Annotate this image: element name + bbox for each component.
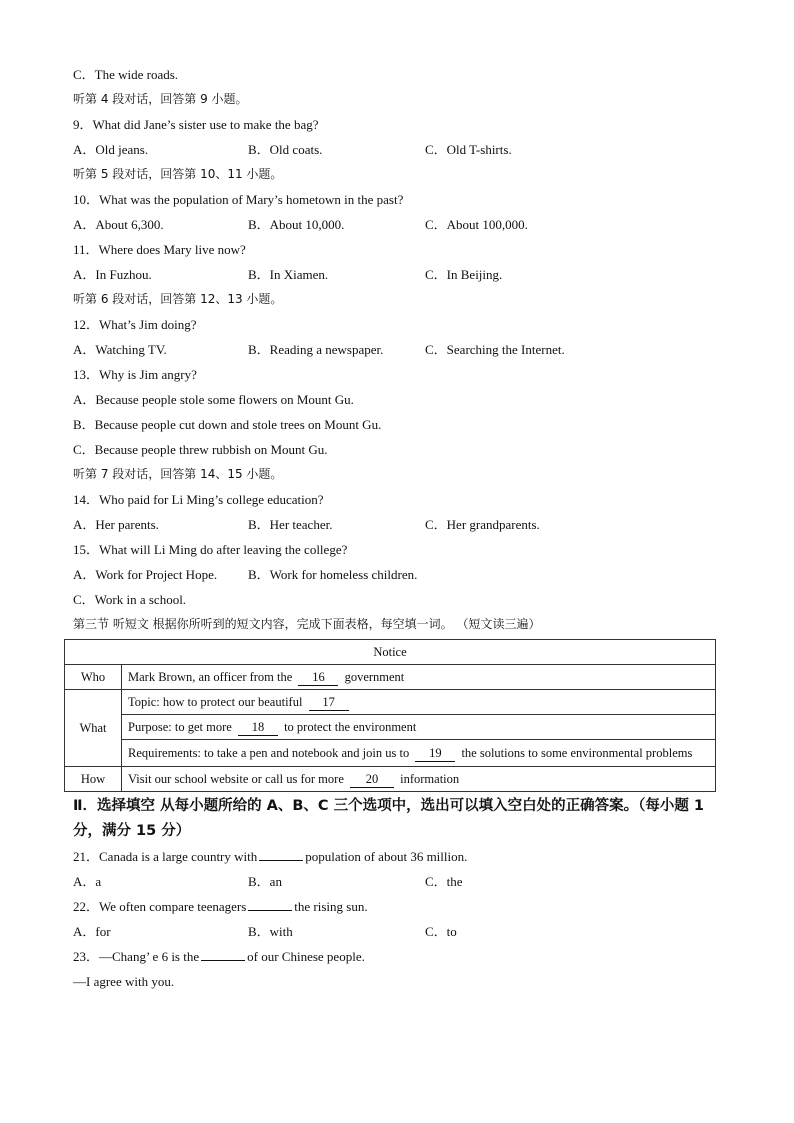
option-a: A．for	[73, 924, 111, 939]
question-12: 12．What’s Jim doing?	[73, 317, 197, 332]
option-a: A．Her parents.	[73, 517, 159, 532]
option-a: A．Old jeans.	[73, 142, 149, 157]
option-c: C．About 100,000.	[425, 217, 528, 232]
option-b: B．Old coats.	[248, 142, 323, 157]
option-c: C．Work in a school.	[73, 592, 187, 607]
question-9: 9．What did Jane’s sister use to make the bag?	[73, 117, 319, 132]
options-15	[73, 562, 723, 587]
blank-18: 18	[238, 719, 278, 736]
option-a: A．Work for Project Hope.	[73, 567, 218, 582]
requirements-cell: Requirements: to take a pen and notebook and join us to 19 the solutions to some environmental problems	[122, 740, 716, 767]
section-3-title: 第三节 听短文 根据你所听到的短文内容，完成下面表格，每空填一词。 （短文读三遍）	[73, 617, 541, 631]
option-c: C．to	[425, 924, 457, 939]
dialogue-reply: —I agree with you.	[73, 974, 175, 989]
option-b: B．with	[248, 924, 293, 939]
section-instruction: 听第 4 段对话，回答第 9 小题。	[73, 92, 248, 106]
question-21: 21．Canada is a large country with population of about 36 million.	[73, 849, 468, 864]
section-instruction: 听第 5 段对话，回答第 10、11 小题。	[73, 167, 283, 181]
options-14	[73, 512, 723, 537]
option-a: A．In Fuzhou.	[73, 267, 152, 282]
blank-20: 20	[350, 771, 394, 788]
question-11: 11．Where does Mary live now?	[73, 242, 246, 257]
option-c: C．Her grandparents.	[425, 517, 540, 532]
answer-blank	[201, 948, 245, 961]
option-a: A．About 6,300.	[73, 217, 164, 232]
how-label: How	[65, 767, 122, 792]
who-cell: Mark Brown, an officer from the 16 government	[122, 665, 716, 690]
option-b: B．In Xiamen.	[248, 267, 329, 282]
option-c: C．The wide roads.	[73, 67, 179, 82]
blank-17: 17	[309, 694, 349, 711]
option-a: A．Watching TV.	[73, 342, 167, 357]
answer-blank	[259, 848, 303, 861]
option-b: B．About 10,000.	[248, 217, 345, 232]
option-c: C．the	[425, 874, 463, 889]
blank-16: 16	[298, 669, 338, 686]
notice-header: Notice	[65, 640, 716, 665]
option-b: B．Work for homeless children.	[248, 567, 418, 582]
question-13: 13．Why is Jim angry?	[73, 367, 197, 382]
options-9	[73, 137, 723, 162]
part-2-title: Ⅱ．选择填空 从每小题所给的 A、B、C 三个选项中，选出可以填入空白处的正确答案。（每小题 1 分，满分 15 分）	[73, 798, 704, 839]
question-10: 10．What was the population of Mary’s hometown in the past?	[73, 192, 404, 207]
notice-table	[64, 639, 716, 792]
question-14: 14．Who paid for Li Ming’s college education?	[73, 492, 324, 507]
question-15: 15．What will Li Ming do after leaving the college?	[73, 542, 348, 557]
section-instruction: 听第 7 段对话，回答第 14、15 小题。	[73, 467, 283, 481]
option-line	[73, 62, 723, 87]
option-b: B．Her teacher.	[248, 517, 333, 532]
how-cell: Visit our school website or call us for more 20 information	[122, 767, 716, 792]
what-label: What	[65, 690, 122, 767]
options-12	[73, 337, 723, 362]
question-23: 23．—Chang’ e 6 is the of our Chinese people.	[73, 949, 365, 964]
option-b: B．Reading a newspaper.	[248, 342, 384, 357]
answer-blank	[248, 898, 292, 911]
option-b: B．Because people cut down and stole trees on Mount Gu.	[73, 417, 382, 432]
option-a: A．Because people stole some flowers on Mount Gu.	[73, 392, 354, 407]
option-c: C．Old T-shirts.	[425, 142, 512, 157]
option-b: B．an	[248, 874, 282, 889]
option-c: C．Because people threw rubbish on Mount Gu.	[73, 442, 328, 457]
option-c: C．In Beijing.	[425, 267, 503, 282]
options-11	[73, 262, 723, 287]
blank-19: 19	[415, 745, 455, 762]
option-a: A．a	[73, 874, 102, 889]
options-21	[73, 869, 723, 894]
topic-cell: Topic: how to protect our beautiful 17	[122, 690, 716, 715]
option-c: C．Searching the Internet.	[425, 342, 565, 357]
options-10	[73, 212, 723, 237]
options-22	[73, 919, 723, 944]
section-instruction: 听第 6 段对话，回答第 12、13 小题。	[73, 292, 283, 306]
purpose-cell: Purpose: to get more 18 to protect the environment	[122, 715, 716, 740]
who-label: Who	[65, 665, 122, 690]
exam-page	[73, 62, 723, 994]
question-22: 22．We often compare teenagers the rising sun.	[73, 899, 368, 914]
